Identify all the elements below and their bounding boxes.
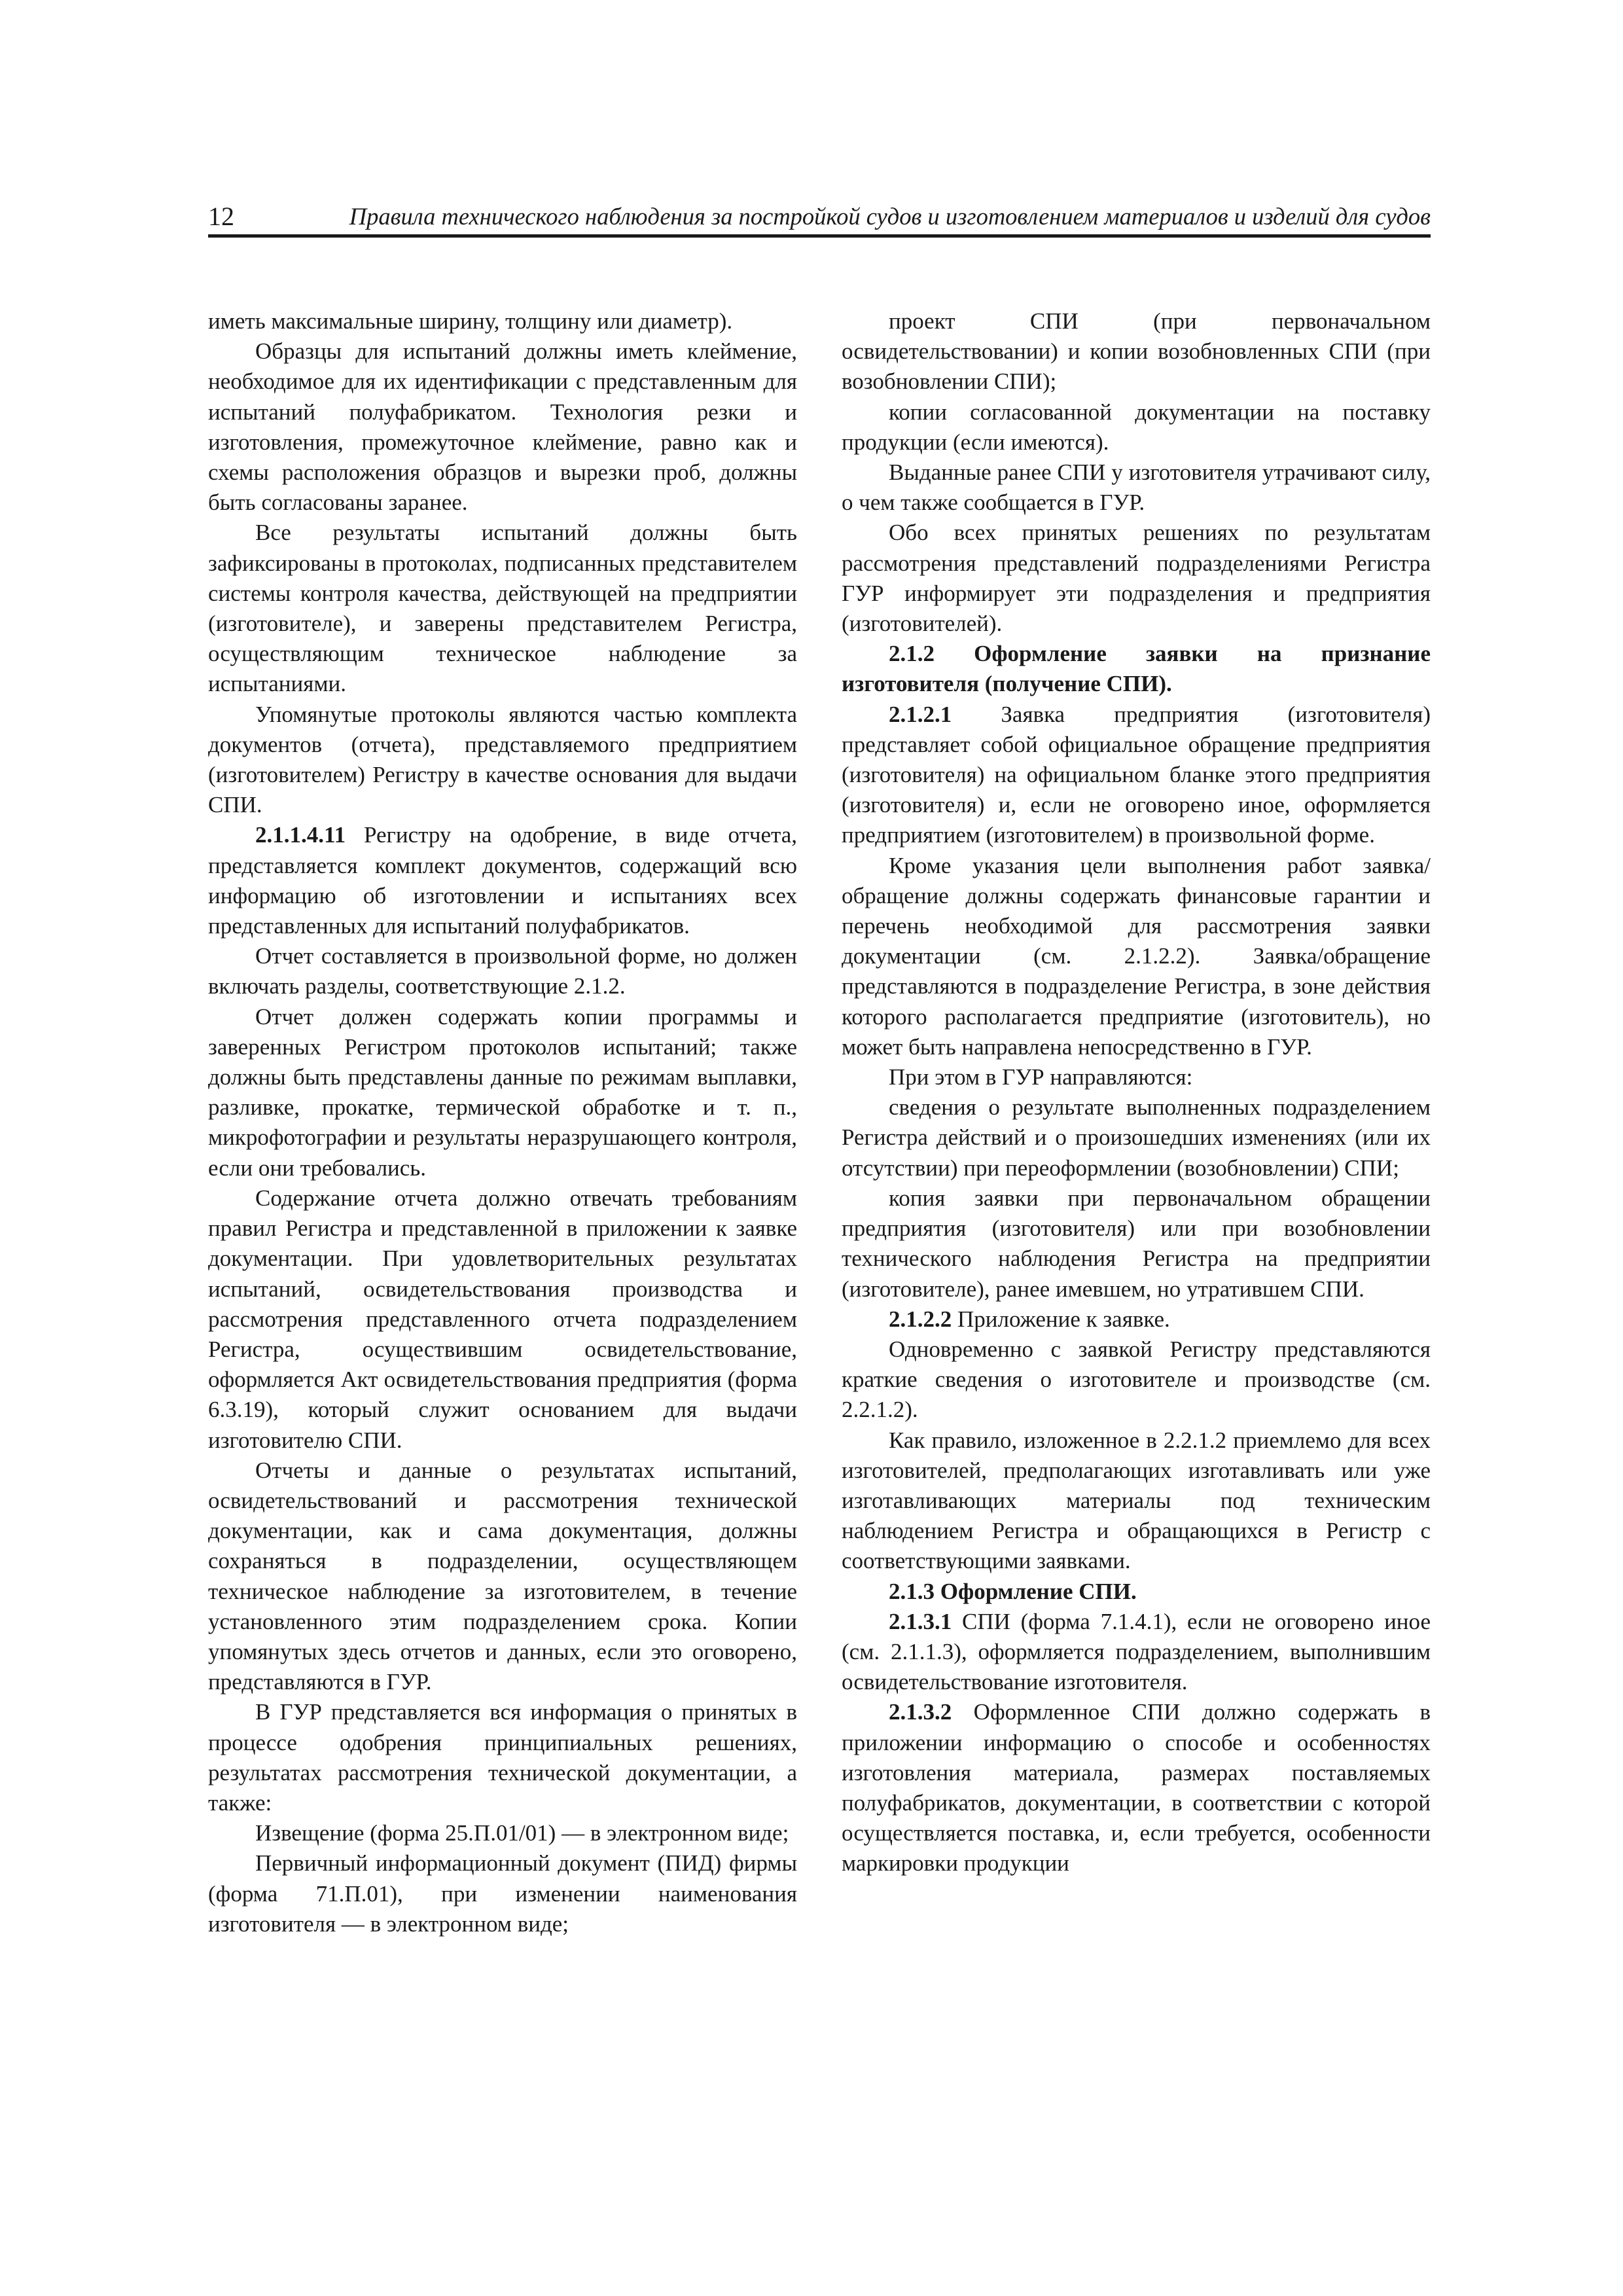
paragraph [842,1577,1431,1607]
paragraph [208,700,797,821]
paragraph-text: Регистру на одобрение, в виде отчета, представляется комплект документов, содержащий всю информацию об изготовлении и испытаниях всех представленных для испытаний полуфабрикатов. [208,822,797,939]
paragraph [842,1062,1431,1092]
paragraph-text: Приложение к заявке. [952,1306,1170,1332]
right-text-column [842,306,1431,1879]
paragraph-text: сведения о результате выполненных подразделением Регистра действий и о произошедших изменениях (или их отсутствии) при переоформлении (возобновлении) СПИ; [842,1094,1431,1181]
paragraph-lead: 2.1.3 Оформление СПИ. [889,1578,1137,1604]
paragraph-text: Все результаты испытаний должны быть зафиксированы в протоколах, подписанных представителем системы контроля качества, действующей на предприятии (изготовителе), и заверены представителем Регистра, осуществляющим техническое наблюдение за испытаниями. [208,520,797,697]
paragraph-text: Одновременно с заявкой Регистру представляются краткие сведения о изготовителе и производстве (см. 2.2.1.2). [842,1336,1431,1423]
paragraph [842,1092,1431,1183]
paragraph-text: Оформленное СПИ должно содержать в приложении информацию о способе и особенностях изготовления материала, размерах поставляемых полуфабрикатов, документации, в соответствии с которой осуществляется поставка, и, если требуется, особенности маркировки продукции [842,1699,1431,1876]
paragraph-text: Кроме указания цели выполнения работ заявка/обращение должны содержать финансовые гарантии и перечень необходимой для рассмотрения заявки документации (см. 2.1.2.2). Заявка/обращение представляются в подразделение Регистра, в зоне действия которого располагается предприятие (изготовитель), но может быть направлена непосредственно в ГУР. [842,852,1431,1060]
left-text-column [208,306,797,1939]
paragraph-text: проект СПИ (при первоначальном освидетельствовании) и копии возобновленных СПИ (при возобновлении СПИ); [842,308,1431,395]
paragraph-lead: 2.1.2.1 [889,701,952,727]
paragraph [842,1426,1431,1577]
paragraph-text: Обо всех принятых решениях по результатам рассмотрения представлений подразделениями Регистра ГУР информирует эти подразделения и предприятия (изготовителей). [842,520,1431,637]
paragraph [208,306,797,336]
paragraph-text: Упомянутые протоколы являются частью комплекта документов (отчета), представляемого предприятием (изготовителем) Регистру в качестве основания для выдачи СПИ. [208,701,797,818]
paragraph [208,941,797,1001]
paragraph-lead: 2.1.2.2 [889,1306,952,1332]
paragraph [842,639,1431,699]
paragraph-text: копии согласованной документации на поставку продукции (если имеются). [842,399,1431,455]
page-number: 12 [208,202,234,231]
paragraph-text: Содержание отчета должно отвечать требованиям правил Регистра и представленной в приложении к заявке документации. При удовлетворительных результатах испытаний, освидетельствования производства и рассмотрения представленного отчета подразделением Регистра, осуществившим освидетельствование, оформляется Акт освидетельствования предприятия (форма 6.3.19), который служит основанием для выдачи изготовителю СПИ. [208,1185,797,1453]
paragraph-lead: 2.1.1.4.11 [255,822,346,848]
paragraph-text: иметь максимальные ширину, толщину или диаметр). [208,308,733,334]
paragraph [208,1848,797,1939]
paragraph-text: Первичный информационный документ (ПИД) фирмы (форма 71.П.01), при изменении наименования изготовителя — в электронном виде; [208,1850,797,1937]
paragraph [842,700,1431,851]
paragraph-lead: 2.1.3.1 [889,1608,952,1634]
paragraph-lead: 2.1.3.2 [889,1699,952,1725]
paragraph [842,306,1431,397]
paragraph-text: В ГУР представляется вся информация о принятых в процессе одобрения принципиальных решениях, результатах рассмотрения технической документации, а также: [208,1699,797,1816]
paragraph [842,851,1431,1062]
paragraph [208,1183,797,1456]
paragraph [842,1697,1431,1878]
paragraph [208,1002,797,1183]
paragraph [842,518,1431,639]
paragraph-text: Отчет составляется в произвольной форме, но должен включать разделы, соответствующие 2.1.2. [208,943,797,999]
paragraph-text: Отчет должен содержать копии программы и заверенных Регистром протоколов испытаний; также должны быть представлены данные по режимам выплавки, разливке, прокатке, термической обработке и т. п., микрофотографии и результаты неразрушающего контроля, если они требовались. [208,1003,797,1181]
paragraph [208,518,797,699]
paragraph-text: копия заявки при первоначальном обращении предприятия (изготовителя) или при возобновлении технического наблюдения Регистра на предприятии (изготовителе), ранее имевшем, но утратившем СПИ. [842,1185,1431,1302]
paragraph-text: Образцы для испытаний должны иметь клеймение, необходимое для их идентификации с представленным для испытаний полуфабрикатом. Технология резки и изготовления, промежуточное клеймение, равно как и схемы расположения образцов и вырезки проб, должны быть согласованы заранее. [208,338,797,516]
paragraph-text: СПИ (форма 7.1.4.1), если не оговорено иное (см. 2.1.1.3), оформляется подразделением, выполнившим освидетельствование изготовителя. [842,1608,1431,1695]
paragraph-text: Как правило, изложенное в 2.2.1.2 приемлемо для всех изготовителей, предполагающих изготавливать или уже изготавливающих материалы под техническим наблюдением Регистра и обращающихся в Регистр с соответствующими заявками. [842,1427,1431,1574]
paragraph [208,336,797,518]
paragraph [842,397,1431,457]
paragraph [842,1335,1431,1426]
page-header [208,200,1431,238]
paragraph [208,1818,797,1848]
paragraph-text: Отчеты и данные о результатах испытаний, освидетельствований и рассмотрения технической документации, как и сама документация, должны сохраняться в подразделении, осуществляющем техническое наблюдение за изготовителем, в течение установленного этим подразделением срока. Копии упомянутых здесь отчетов и данных, если это оговорено, представляются в ГУР. [208,1457,797,1695]
paragraph-text: При этом в ГУР направляются: [889,1064,1193,1090]
paragraph-lead: 2.1.2 Оформление заявки на признание изготовителя (получение СПИ). [842,641,1431,697]
paragraph [208,1456,797,1698]
paragraph [842,1607,1431,1698]
paragraph [842,1304,1431,1335]
paragraph-text: Выданные ранее СПИ у изготовителя утрачивают силу, о чем также сообщается в ГУР. [842,459,1431,516]
running-title: Правила технического наблюдения за постройкой судов и изготовлением материалов и изделий для судов [349,203,1431,230]
paragraph [208,1697,797,1818]
paragraph-text: Извещение (форма 25.П.01/01) — в электронном виде; [255,1820,789,1846]
paragraph-text: Заявка предприятия (изготовителя) представляет собой официальное обращение предприятия (изготовителя) на официальном бланке этого предприятия (изготовителя) и, если не оговорено иное, оформляется предприятием (изготовителем) в произвольной форме. [842,701,1431,848]
paragraph [842,457,1431,518]
paragraph [208,820,797,941]
paragraph [842,1183,1431,1304]
